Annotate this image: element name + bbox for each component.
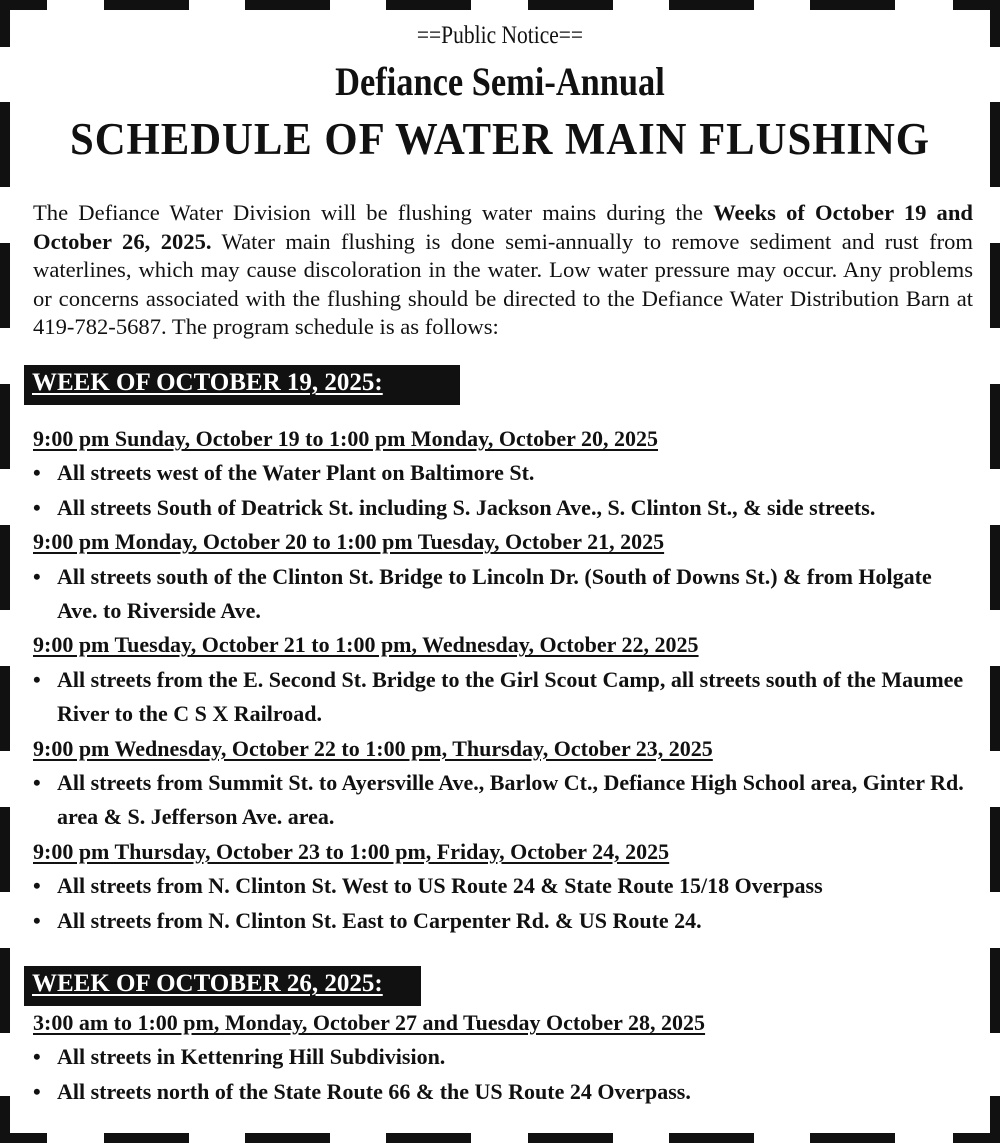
border-dash-bottom xyxy=(386,1133,471,1143)
item-text: All streets west of the Water Plant on Baltimore St. xyxy=(57,460,535,486)
intro-text: The Defiance Water Division will be flushing water mains during the xyxy=(33,200,714,225)
period-time: 9:00 pm Thursday, October 23 to 1:00 pm, Friday, October 24, 2025 xyxy=(33,838,670,864)
bullet-icon: • xyxy=(33,1078,41,1104)
border-corner-tr-v xyxy=(990,0,1000,47)
border-corner-br-v xyxy=(990,1096,1000,1143)
border-dash-left xyxy=(0,807,10,892)
border-dash-right xyxy=(990,525,1000,610)
border-dash-left xyxy=(0,948,10,1033)
list-item xyxy=(33,663,973,732)
border-corner-bl-v xyxy=(0,1096,10,1143)
border-dash-top xyxy=(104,0,189,10)
border-dash-bottom xyxy=(245,1133,330,1143)
period-time: 9:00 pm Tuesday, October 21 to 1:00 pm, Wednesday, October 22, 2025 xyxy=(33,632,699,658)
notice-title: Defiance Semi-Annual xyxy=(335,59,665,104)
border-dash-top xyxy=(669,0,754,10)
intro-text-rest: Water main flushing is done semi-annually to remove sediment and rust from waterlines, which may cause discoloration in the water. Low water pressure may occur. Any problems or concerns associated with the flushing should be directed to the Defiance Water Distribution Barn at 419-782-5687. The program schedule is as follows: xyxy=(33,228,973,340)
list-item xyxy=(33,1040,973,1074)
item-text: All streets north of the State Route 66 & the US Route 24 Overpass. xyxy=(57,1078,691,1104)
list-item xyxy=(33,491,973,525)
item-text: All streets South of Deatrick St. including S. Jackson Ave., S. Clinton St., & side streets. xyxy=(57,494,876,520)
item-text: All streets from the E. Second St. Bridge to the Girl Scout Camp, all streets south of the Maumee River to the C S X Railroad. xyxy=(57,666,964,727)
list-item xyxy=(33,869,973,903)
border-dash-bottom xyxy=(528,1133,613,1143)
list-item xyxy=(33,1075,973,1109)
bullet-icon: • xyxy=(33,563,41,589)
period-time: 9:00 pm Monday, October 20 to 1:00 pm Tuesday, October 21, 2025 xyxy=(33,529,665,555)
border-dash-right xyxy=(990,102,1000,187)
item-text: All streets from N. Clinton St. East to Carpenter Rd. & US Route 24. xyxy=(57,907,702,933)
list-item xyxy=(33,560,973,629)
border-dash-left xyxy=(0,666,10,751)
item-text: All streets from Summit St. to Ayersville Ave., Barlow Ct., Defiance High School area, Ginter Rd. area & S. Jefferson Ave. area. xyxy=(57,770,964,830)
notice-headline: SCHEDULE OF WATER MAIN FLUSHING xyxy=(69,114,931,164)
period-time: 3:00 am to 1:00 pm, Monday, October 27 and Tuesday October 28, 2025 xyxy=(33,1010,706,1035)
bullet-icon: • xyxy=(33,460,41,486)
week-schedule xyxy=(33,422,973,938)
border-dash-top xyxy=(528,0,613,10)
list-item xyxy=(33,904,973,938)
week-heading-text: WEEK OF OCTOBER 19, 2025: xyxy=(32,369,383,396)
border-dash-bottom xyxy=(104,1133,189,1143)
bullet-icon: • xyxy=(33,494,41,520)
border-dash-left xyxy=(0,243,10,328)
border-dash-right xyxy=(990,384,1000,469)
border-dash-top xyxy=(386,0,471,10)
period-time: 9:00 pm Sunday, October 19 to 1:00 pm Monday, October 20, 2025 xyxy=(33,426,658,451)
public-notice-kicker: ==Public Notice== xyxy=(416,22,584,49)
border-dash-bottom xyxy=(810,1133,895,1143)
item-text: All streets south of the Clinton St. Bridge to Lincoln Dr. (South of Downs St.) & from Holgate Ave. to Riverside Ave. xyxy=(57,563,932,623)
bullet-icon: • xyxy=(33,907,41,933)
item-text: All streets from N. Clinton St. West to US Route 24 & State Route 15/18 Overpass xyxy=(57,873,823,899)
week-heading-text: WEEK OF OCTOBER 26, 2025: xyxy=(32,970,383,997)
week-heading xyxy=(24,365,460,405)
period-time: 9:00 pm Wednesday, October 22 to 1:00 pm, Thursday, October 23, 2025 xyxy=(33,735,713,761)
item-text: All streets in Kettenring Hill Subdivision. xyxy=(57,1044,446,1070)
intro-paragraph xyxy=(33,199,973,342)
border-dash-right xyxy=(990,666,1000,751)
week-schedule xyxy=(33,1006,973,1109)
bullet-icon: • xyxy=(33,1044,41,1070)
bullet-icon: • xyxy=(33,873,41,899)
intro-bold-dates: Weeks of October 19 and October 26, 2025. xyxy=(33,200,973,254)
border-dash-left xyxy=(0,525,10,610)
border-dash-right xyxy=(990,243,1000,328)
border-dash-left xyxy=(0,102,10,187)
border-dash-right xyxy=(990,807,1000,892)
list-item xyxy=(33,766,973,835)
bullet-icon: • xyxy=(33,770,41,795)
border-dash-right xyxy=(990,948,1000,1033)
border-dash-bottom xyxy=(669,1133,754,1143)
border-dash-left xyxy=(0,384,10,469)
week-heading xyxy=(24,966,421,1006)
list-item xyxy=(33,456,973,490)
border-dash-top xyxy=(245,0,330,10)
border-corner-tl-v xyxy=(0,0,10,47)
border-dash-top xyxy=(810,0,895,10)
bullet-icon: • xyxy=(33,666,41,692)
